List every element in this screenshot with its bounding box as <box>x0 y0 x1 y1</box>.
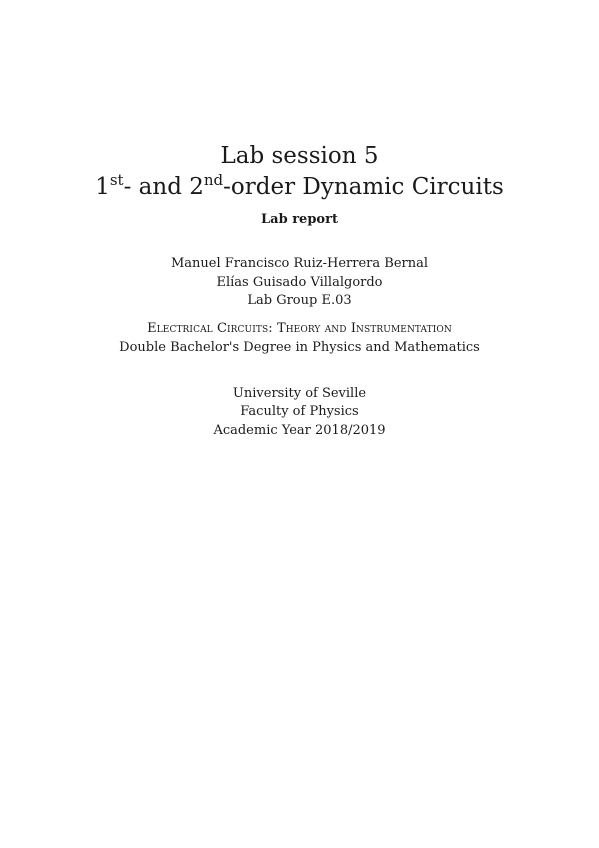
title-line-1: Lab session 5 <box>220 143 379 169</box>
title-superscript-nd: nd <box>203 171 224 189</box>
title-line-2 <box>0 172 599 204</box>
academic-year: Academic Year 2018/2019 <box>213 423 386 438</box>
faculty: Faculty of Physics <box>240 404 359 419</box>
course-name: Electrical Circuits: Theory and Instrumentation <box>147 321 452 336</box>
title-superscript-st: st <box>109 171 124 189</box>
author-1: Manuel Francisco Ruiz-Herrera Bernal <box>170 256 429 271</box>
degree-name: Double Bachelor's Degree in Physics and Mathematics <box>119 340 480 355</box>
report-subtitle: Lab report <box>261 212 338 227</box>
university: University of Seville <box>232 386 367 401</box>
lab-group: Lab Group E.03 <box>247 293 352 308</box>
title-part-2: - and 2 <box>123 174 204 200</box>
author-2: Elías Guisado Villalgordo <box>216 275 383 290</box>
title-part-3: -order Dynamic Circuits <box>223 174 504 200</box>
title-part-1: 1 <box>95 174 110 200</box>
